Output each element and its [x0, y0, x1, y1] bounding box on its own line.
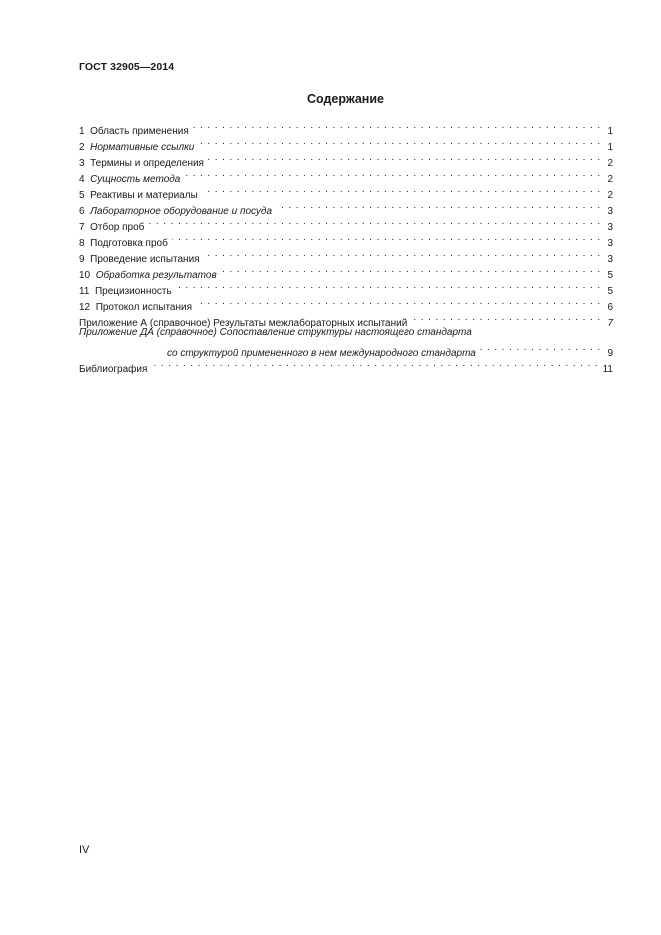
toc-item-label: Нормативные ссылки: [90, 142, 195, 153]
dot-leader: [204, 246, 601, 262]
dot-leader: [202, 182, 601, 198]
toc-item[interactable]: [79, 230, 613, 249]
toc-item-page: 2: [607, 190, 613, 201]
dot-leader: [176, 278, 601, 294]
toc-item-label: Область применения: [90, 126, 189, 137]
toc-item-number: 9: [79, 254, 85, 265]
toc-item-label: Лабораторное оборудование и посуда: [90, 206, 273, 217]
toc-item-label: Сущность метода: [90, 174, 181, 185]
toc-item-page: 7: [607, 318, 613, 329]
toc-item-number: 3: [79, 158, 85, 169]
toc-item-page: 3: [607, 254, 613, 265]
toc-item-page: 1: [607, 142, 613, 153]
toc-title: Содержание: [306, 92, 384, 106]
dot-leader: [198, 134, 601, 150]
table-of-contents: [79, 118, 613, 375]
dot-leader: [276, 198, 601, 214]
toc-item-page: 5: [607, 286, 613, 297]
dot-leader: [193, 118, 601, 134]
dot-leader: [172, 230, 601, 246]
dot-leader: [151, 356, 598, 372]
toc-bibliography[interactable]: [79, 356, 613, 375]
toc-item-page: 2: [607, 158, 613, 169]
dot-leader: [148, 214, 601, 230]
toc-item-label: Протокол испытания: [95, 302, 192, 313]
dot-leader: [196, 294, 601, 310]
toc-item-label: Отбор проб: [90, 222, 145, 233]
toc-item-number: 6: [79, 206, 85, 217]
toc-item-number: 11: [79, 286, 90, 297]
toc-item-label-line2: со структурой примененного в нем международного стандарта: [167, 348, 476, 359]
toc-item-number: 12: [79, 302, 91, 313]
toc-item-page: 5: [607, 270, 613, 281]
dot-leader: [184, 166, 601, 182]
toc-item-page: 3: [607, 238, 613, 249]
toc-item-label-line1: Приложение ДА (справочное) Сопоставление структуры настоящего стандарта: [79, 327, 472, 338]
toc-item-number: 5: [79, 190, 85, 201]
toc-item-label: Подготовка проб: [90, 238, 168, 249]
toc-item-label: Проведение испытания: [90, 254, 200, 265]
toc-item-number: 8: [79, 238, 85, 249]
toc-item-label: Термины и определения: [90, 158, 204, 169]
dot-leader: [221, 262, 601, 278]
toc-item-label: Обработка результатов: [95, 270, 217, 281]
toc-item[interactable]: [79, 214, 613, 233]
toc-item-label: Библиография: [79, 364, 148, 375]
toc-item-page: 9: [607, 348, 613, 359]
toc-item-page: 1: [607, 126, 613, 137]
toc-item-number: 2: [79, 142, 85, 153]
toc-item-page: 3: [607, 222, 613, 233]
toc-item[interactable]: [79, 118, 613, 137]
toc-appendix-da[interactable]: [79, 326, 613, 359]
dot-leader: [480, 340, 601, 356]
toc-item-page: 11: [602, 364, 613, 375]
toc-item-label: Приложение А (справочное) Результаты межлабораторных испытаний: [79, 318, 408, 329]
toc-item-page: 3: [607, 206, 613, 217]
toc-item-number: 7: [79, 222, 85, 233]
toc-item-number: 10: [79, 270, 91, 281]
toc-item-page: 6: [607, 302, 613, 313]
page-number: IV: [79, 844, 90, 856]
dot-leader: [208, 150, 601, 166]
toc-item-label: Прецизионность: [94, 286, 172, 297]
toc-item-page: 2: [607, 174, 613, 185]
toc-item-label: Реактивы и материалы: [90, 190, 198, 201]
toc-item-number: 1: [79, 126, 85, 137]
toc-item-number: 4: [79, 174, 85, 185]
dot-leader: [411, 310, 601, 326]
document-header: ГОСТ 32905—2014: [79, 61, 175, 73]
